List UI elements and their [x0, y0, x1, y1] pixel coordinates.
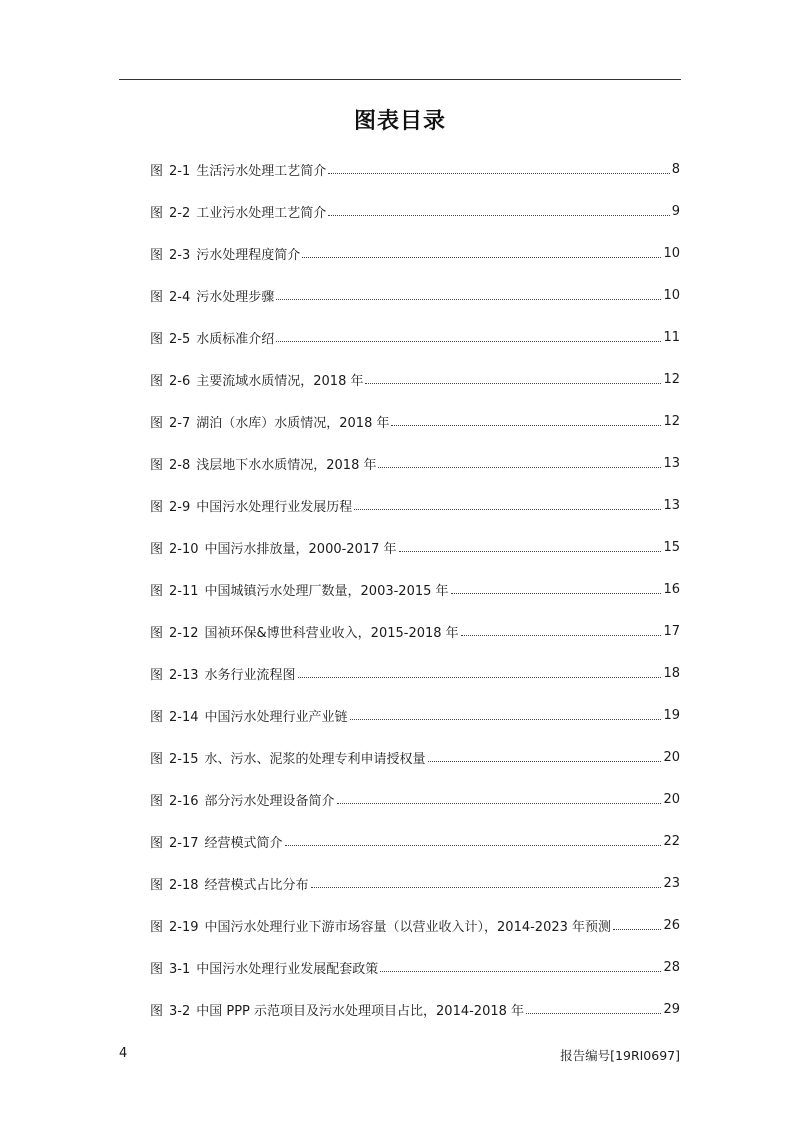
toc-entry-page: 10: [663, 245, 680, 261]
header-rule: [119, 79, 681, 80]
toc-entry-label: [150, 412, 389, 431]
toc-entry[interactable]: [150, 904, 680, 946]
toc-entry[interactable]: [150, 778, 680, 820]
toc-entry-label: [150, 622, 459, 641]
toc-entry-label: [150, 580, 449, 599]
toc-leader-dots: [302, 257, 661, 258]
toc-leader-dots: [285, 845, 662, 846]
toc-entry[interactable]: [150, 484, 680, 526]
toc-entry-page: 28: [663, 959, 680, 975]
toc-entry-prefix: 图: [150, 247, 164, 263]
footer-report-id: 报告编号[19RI0697]: [560, 1048, 680, 1063]
toc-entry-number: 2-5: [169, 331, 191, 347]
toc-entry-page: 15: [663, 539, 680, 555]
toc-entry-label: [150, 202, 326, 221]
toc-entry-prefix: 图: [150, 709, 164, 725]
toc-entry-page: 26: [663, 917, 680, 933]
toc-entry-number: 2-15: [169, 751, 199, 767]
toc-entry-page: 13: [663, 497, 680, 513]
toc-entry-prefix: 图: [150, 289, 164, 305]
toc-entry-title: 污水处理程度简介: [196, 247, 301, 263]
toc-leader-dots: [613, 929, 661, 930]
toc-entry[interactable]: [150, 316, 680, 358]
toc-entry-number: 3-2: [169, 1003, 191, 1019]
toc-leader-dots: [391, 425, 661, 426]
toc-entry-title: 中国 PPP 示范项目及污水处理项目占比，2014-2018 年: [196, 1003, 525, 1019]
toc-entry-prefix: 图: [150, 667, 164, 683]
toc-leader-dots: [428, 761, 662, 762]
toc-entry-number: 2-18: [169, 877, 199, 893]
toc-entry-title: 湖泊（水库）水质情况，2018 年: [196, 415, 390, 431]
toc-entry-label: [150, 664, 296, 683]
toc-entry-title: 经营模式占比分布: [204, 877, 309, 893]
toc-entry-page: 23: [663, 875, 680, 891]
toc-leader-dots: [378, 467, 661, 468]
toc-entry[interactable]: [150, 442, 680, 484]
toc-entry-label: [150, 370, 363, 389]
toc-entry-number: 3-1: [169, 961, 191, 977]
toc-entry-label: [150, 958, 378, 977]
toc-entry[interactable]: [150, 190, 680, 232]
toc-entry-title: 中国污水处理行业发展配套政策: [196, 961, 379, 977]
toc-entry-page: 17: [663, 623, 680, 639]
toc-entry-page: 12: [663, 413, 680, 429]
toc-entry-prefix: 图: [150, 163, 164, 179]
toc-entry[interactable]: [150, 610, 680, 652]
footer-page-number: 4: [119, 1046, 128, 1061]
toc-entry-number: 2-19: [169, 919, 199, 935]
toc-entry-label: [150, 538, 397, 557]
toc-entry-label: [150, 790, 335, 809]
toc-entry-title: 中国城镇污水处理厂数量，2003-2015 年: [204, 583, 449, 599]
toc-entry-number: 2-10: [169, 541, 199, 557]
toc-entry-prefix: 图: [150, 541, 164, 557]
toc-entry-prefix: 图: [150, 415, 164, 431]
toc-entry-title: 国祯环保&博世科营业收入，2015-2018 年: [204, 625, 459, 641]
toc-entry-title: 部分污水处理设备简介: [204, 793, 335, 809]
toc-entry-title: 主要流域水质情况，2018 年: [196, 373, 364, 389]
toc-entry-page: 29: [663, 1001, 680, 1017]
toc-entry-label: [150, 832, 283, 851]
toc-entry-prefix: 图: [150, 373, 164, 389]
toc-entry[interactable]: [150, 568, 680, 610]
toc-entry-prefix: 图: [150, 583, 164, 599]
toc-entry-label: [150, 916, 611, 935]
toc-entry-number: 2-17: [169, 835, 199, 851]
toc-entry[interactable]: [150, 274, 680, 316]
toc-entry-title: 工业污水处理工艺简介: [196, 205, 327, 221]
toc-entry-page: 13: [663, 455, 680, 471]
toc-entry-title: 中国污水处理行业下游市场容量（以营业收入计），2014-2023 年预测: [204, 919, 612, 935]
toc-entry-title: 水质标准介绍: [196, 331, 275, 347]
toc-entry-page: 18: [663, 665, 680, 681]
toc-entry-page: 22: [663, 833, 680, 849]
toc-leader-dots: [350, 719, 662, 720]
toc-entry[interactable]: [150, 652, 680, 694]
toc-leader-dots: [526, 1013, 661, 1014]
toc-entry-number: 2-11: [169, 583, 199, 599]
toc-entry[interactable]: [150, 400, 680, 442]
toc-leader-dots: [328, 173, 669, 174]
toc-entry[interactable]: [150, 232, 680, 274]
toc-entry-label: [150, 454, 376, 473]
toc-entry-number: 2-12: [169, 625, 199, 641]
toc-entry-title: 生活污水处理工艺简介: [196, 163, 327, 179]
toc-entry-label: [150, 748, 426, 767]
table-of-figures: [150, 148, 680, 1030]
toc-leader-dots: [399, 551, 662, 552]
toc-entry-page: 20: [663, 749, 680, 765]
toc-entry-title: 浅层地下水水质情况，2018 年: [196, 457, 377, 473]
toc-entry[interactable]: [150, 358, 680, 400]
toc-leader-dots: [276, 341, 661, 342]
toc-entry-prefix: 图: [150, 919, 164, 935]
toc-leader-dots: [328, 215, 669, 216]
toc-entry-title: 水、污水、泥浆的处理专利申请授权量: [204, 751, 426, 767]
toc-entry-title: 中国污水处理行业产业链: [204, 709, 348, 725]
toc-entry-page: 19: [663, 707, 680, 723]
toc-entry-number: 2-1: [169, 163, 191, 179]
toc-entry[interactable]: [150, 946, 680, 988]
toc-leader-dots: [298, 677, 662, 678]
toc-leader-dots: [311, 887, 662, 888]
toc-entry-page: 11: [663, 329, 680, 345]
toc-entry-prefix: 图: [150, 625, 164, 641]
toc-entry-number: 2-13: [169, 667, 199, 683]
toc-entry[interactable]: [150, 820, 680, 862]
toc-entry-number: 2-2: [169, 205, 191, 221]
toc-entry-label: [150, 286, 274, 305]
toc-entry-title: 污水处理步骤: [196, 289, 275, 305]
toc-entry-title: 中国污水排放量，2000-2017 年: [204, 541, 397, 557]
toc-entry-title: 中国污水处理行业发展历程: [196, 499, 353, 515]
toc-entry-prefix: 图: [150, 205, 164, 221]
toc-entry-number: 2-8: [169, 457, 191, 473]
toc-entry[interactable]: [150, 862, 680, 904]
toc-entry-page: 20: [663, 791, 680, 807]
toc-entry-label: [150, 874, 309, 893]
toc-leader-dots: [276, 299, 661, 300]
toc-entry-label: [150, 244, 300, 263]
toc-entry-number: 2-16: [169, 793, 199, 809]
toc-entry-page: 9: [671, 203, 680, 219]
toc-entry-prefix: 图: [150, 793, 164, 809]
toc-entry-page: 8: [671, 161, 680, 177]
toc-entry[interactable]: [150, 148, 680, 190]
toc-entry-number: 2-6: [169, 373, 191, 389]
toc-entry[interactable]: [150, 694, 680, 736]
toc-entry-number: 2-9: [169, 499, 191, 515]
toc-leader-dots: [451, 593, 662, 594]
toc-entry-page: 12: [663, 371, 680, 387]
page-title: 图表目录: [353, 109, 446, 134]
toc-entry-number: 2-14: [169, 709, 199, 725]
toc-entry-label: [150, 328, 274, 347]
toc-entry-prefix: 图: [150, 961, 164, 977]
toc-leader-dots: [365, 383, 661, 384]
toc-entry-prefix: 图: [150, 877, 164, 893]
toc-entry-number: 2-4: [169, 289, 191, 305]
toc-entry-prefix: 图: [150, 751, 164, 767]
toc-entry-label: [150, 496, 352, 515]
toc-entry-title: 经营模式简介: [204, 835, 283, 851]
toc-leader-dots: [354, 509, 661, 510]
toc-entry-label: [150, 706, 348, 725]
toc-leader-dots: [380, 971, 661, 972]
toc-entry-page: 10: [663, 287, 680, 303]
toc-entry-prefix: 图: [150, 1003, 164, 1019]
toc-entry-title: 水务行业流程图: [204, 667, 296, 683]
toc-leader-dots: [337, 803, 662, 804]
toc-entry-number: 2-3: [169, 247, 191, 263]
toc-entry-label: [150, 160, 326, 179]
toc-entry-label: [150, 1000, 524, 1019]
toc-entry[interactable]: [150, 988, 680, 1030]
toc-entry-prefix: 图: [150, 331, 164, 347]
toc-entry-prefix: 图: [150, 499, 164, 515]
toc-leader-dots: [461, 635, 662, 636]
toc-entry[interactable]: [150, 736, 680, 778]
toc-entry-prefix: 图: [150, 835, 164, 851]
toc-entry-number: 2-7: [169, 415, 191, 431]
toc-entry[interactable]: [150, 526, 680, 568]
toc-entry-page: 16: [663, 581, 680, 597]
toc-entry-prefix: 图: [150, 457, 164, 473]
